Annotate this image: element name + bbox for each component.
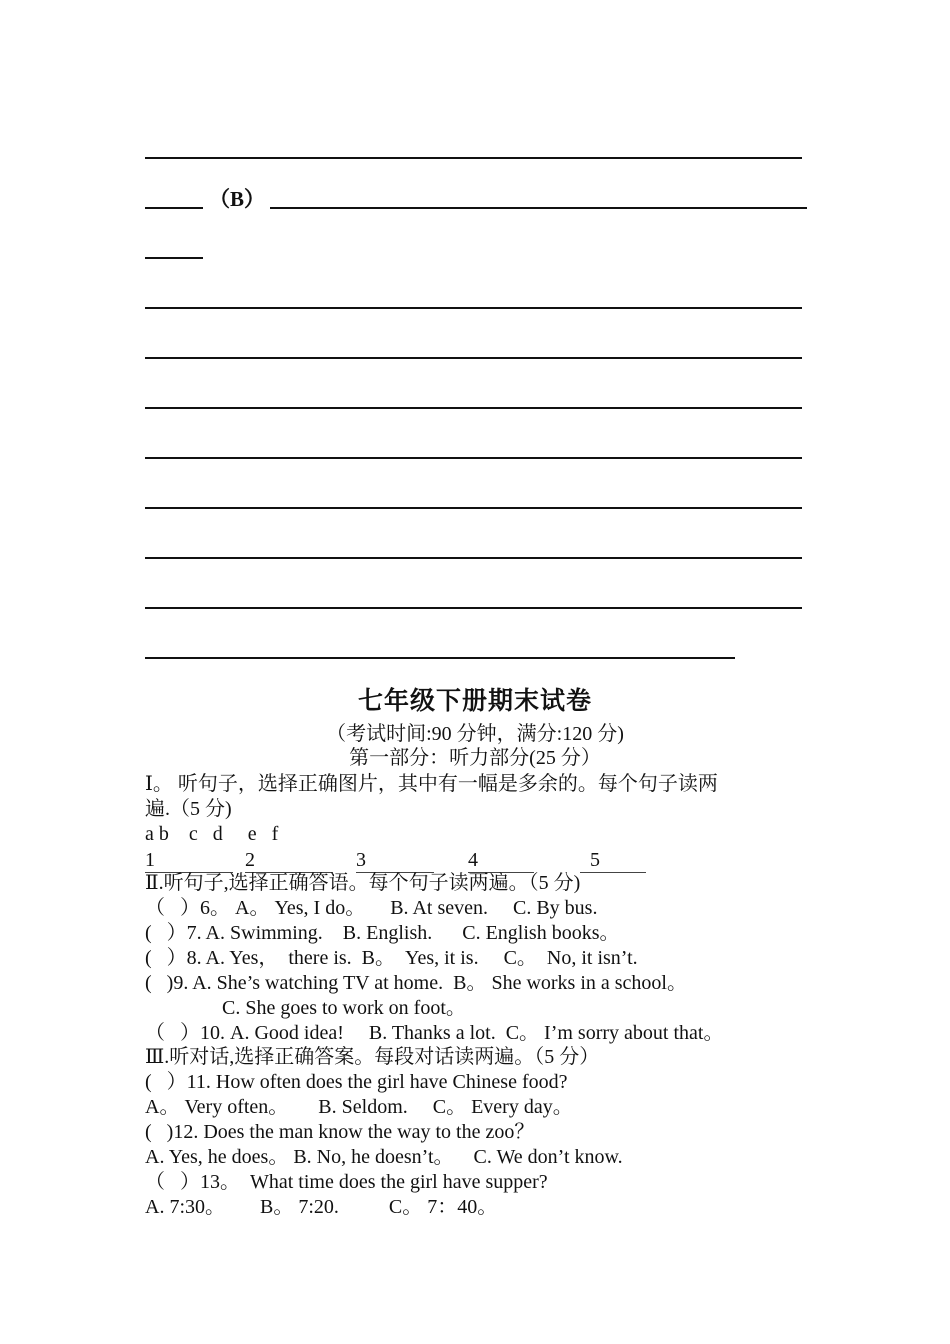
section2-instruction: Ⅱ.听句子,选择正确答语。每个句子读两遍。（5 分) xyxy=(145,872,581,894)
writing-line xyxy=(145,257,203,259)
section1-instruction: Ⅰ。 听句子，选择正确图片，其中有一幅是多余的。每个句子读两 xyxy=(145,773,718,795)
writing-line xyxy=(145,657,735,659)
question-12: ( )12. Does the man know the way to the zoo？ xyxy=(145,1121,535,1143)
question-12-options: A. Yes, he does。 B. No, he doesn’t。 C. We don’t know. xyxy=(145,1146,623,1168)
section3-instruction: Ⅲ.听对话,选择正确答案。每段对话读两遍。（5 分） xyxy=(145,1046,600,1068)
writing-line xyxy=(145,507,802,509)
writing-line xyxy=(270,207,807,209)
answer-label-b: （B） xyxy=(209,187,266,211)
writing-line xyxy=(145,307,802,309)
part-one-heading: 第一部分：听力部分(25 分） xyxy=(349,747,601,769)
answer-blank-1[interactable]: 1 xyxy=(145,848,233,873)
answer-blank-2[interactable]: 2 xyxy=(245,848,333,873)
writing-line xyxy=(145,557,802,559)
question-11-options: A。 Very often。 B. Seldom. C。 Every day。 xyxy=(145,1096,573,1118)
question-11: ( ）11. How often does the girl have Chinese food? xyxy=(145,1071,568,1093)
question-13: （ ）13。 What time does the girl have supper? xyxy=(145,1171,548,1193)
question-8: ( ）8. A. Yes， there is. B。 Yes, it is. C。 No, it isn’t. xyxy=(145,947,638,969)
question-7: ( ）7. A. Swimming. B. English. C. English books。 xyxy=(145,922,620,944)
question-9: ( )9. A. She’s watching TV at home. B。 She works in a school。 xyxy=(145,972,687,994)
writing-line xyxy=(145,457,802,459)
writing-line xyxy=(145,407,802,409)
writing-line xyxy=(145,357,802,359)
answer-blank-4[interactable]: 4 xyxy=(468,848,534,873)
writing-line xyxy=(145,157,802,159)
question-9-option-c: C. She goes to work on foot。 xyxy=(222,997,466,1019)
exam-info: （考试时间:90 分钟，满分:120 分) xyxy=(326,723,624,745)
question-10: （ ）10. A. Good idea! B. Thanks a lot. C。 I’m sorry about that。 xyxy=(145,1022,724,1044)
writing-line xyxy=(145,207,203,209)
question-6: （ ）6。 A。 Yes, I do。 B. At seven. C. By bus. xyxy=(145,897,598,919)
answer-blank-3[interactable]: 3 xyxy=(356,848,434,873)
question-13-options: A. 7:30。 B。 7:20. C。 7：40。 xyxy=(145,1196,498,1218)
section1-instruction-cont: 遍.（5 分) xyxy=(145,798,232,820)
exam-title: 七年级下册期末试卷 xyxy=(357,688,592,715)
picture-letters: a b c d e f xyxy=(145,823,279,845)
answer-blank-5[interactable]: 5 xyxy=(580,848,646,873)
writing-line xyxy=(145,607,802,609)
